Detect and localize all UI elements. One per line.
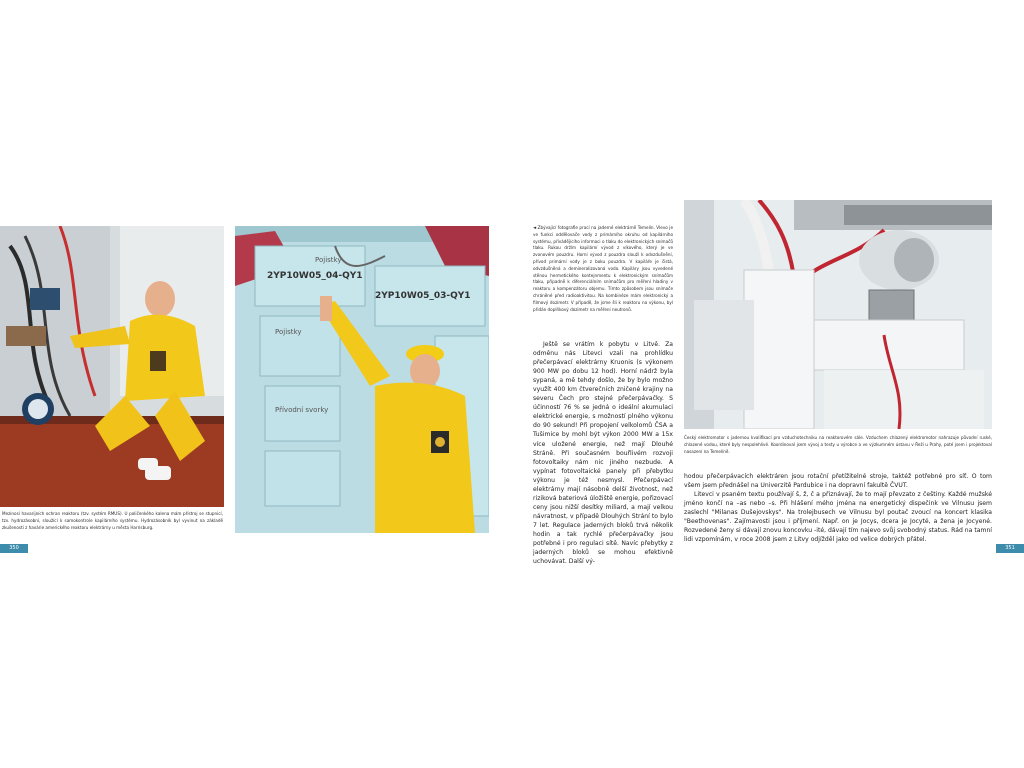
page-number-left: 350 [0, 544, 28, 553]
label-2yp10w05-04: 2YP10W05_04-QY1 [267, 271, 363, 281]
photo-mid-drawing [235, 226, 489, 533]
body-text-right-column [684, 472, 992, 544]
label-pojistky-1: Pojistky [315, 256, 342, 264]
caption-temelin-photos: ◄ Zbývající fotografie prací na jaderné elektrárně Temelín. Vlevo je ve funkci oddělovače vody z primárního okruhu od kapilárního systému, přivádějícího informaci o tlaku do elektronických snímačů tlaku. Rukou držím kapilární vývod z víkového, který je ve zvonovém pouzdru. Horní vývod z pouzdra slouží k odvzdušnění, přívod primární vody je z boku pouzdra. V kapiláře je čistá, odvzdušněná a demineralizovaná voda. Kapiláry jsou vyvedené stěnou hermetického kontejnmentu k elektronickým snímačům tlaku, případně k diferenciálním snímačům pro měření hladiny v reaktoru a kompenzátoru objemu. Tímto způsobem jsou snímače chráněné před radioaktivitou. Na kombinéze mám elektronický a filmový dozimetr. V případě, že jsme šli k reaktoru na výkonu, byl přidán doplňkový dozimetr na měření neutronů. [533, 226, 673, 313]
body-text-left-column [533, 340, 673, 566]
photo-electric-motor [684, 200, 992, 429]
label-privodni-svorky: Přívodní svorky [275, 406, 329, 414]
photo-right-drawing [684, 200, 992, 429]
body-right-paragraph-1: hodou přečerpávacích elektráren jsou rotační přetížitelné stroje, taktéž potřebné pro síť. O tom všem jsem přednášel na Univerzitě Pardubice i na dopravní fakultě ČVUT. [684, 473, 992, 490]
caption-electric-motor: Český elektromotor s jadernou kvalifikací pro vzduchotechniku na reaktorovém sále. Vzduchem chlazený elektromotor nahrazuje původní ruské, chlazené vodou, které byly nespolehlivé. Koordinoval jsem vývoj a testy u výrobce a ve výzkumném ústavu v Řeži u Prahy, poté jsem i projektoval nasazení na Temelíně. [684, 436, 992, 455]
label-pojistky-2: Pojistky [275, 328, 302, 336]
caption-left-photo: Mezinosí havarijních ochran reaktoru (tzv. systém RMUS). U poličenkého kalena mám přístroj se stupnicí, tzv. hydrozásobní, sloužící k samokontrole kapilárního systému. Hydrozásobník byl vyvinut na základě zkušenosti z havárie amerického reaktoru elektrárny u města Harrisburg. [2, 512, 223, 531]
body-left-paragraph-1: Ještě se vrátím k pobytu v Litvě. Za odměnu nás Litevci vzali na prohlídku přečerpávací elektrárny Kruonis (s výkonem 900 MW po dobu 12 hod). Horní nádrž byla sypaná, a mě tehdy došlo, že by bylo možno využít 400 km čtverečních zničené krajiny na severu Čech pro stejné přečerpávačky. S účinností 76 % se jedná o ideální akumulaci elektrické energie, s možností plného výkonu do 90 sekund! Při propojení velkolomů ČSA a Tušimice by mohl být výkon 2000 MW a 15x více uložené energie, než mají Dlouhé Stráně. Při současném bouřlivém rozvoji fotovoltaiky nám nic jiného nezbude. A vypínat fotovoltaické panely při přebytku výkonu je též nesmysl. Přečerpávací elektrárny mají násobně delší životnost, než riziková bateriová úložiště energie, pořizovací ceny jsou nižší desítky miliard, a mají velkou návratnost, v případě Dlouhých Strání to bylo 7 let. Regulace jaderných bloků trvá několik hodin a tak rychlé přečerpávačky jsou potřebné i pro regulaci sítě. Navíc přebytky z jaderných bloků se mohou efektivně uchovávat. Další vý- [533, 341, 673, 566]
photo-technician-kneeling [0, 226, 224, 507]
page-number-right: 351 [996, 544, 1024, 553]
photo-left-drawing [0, 226, 224, 507]
photo-technician-reaching [235, 226, 489, 533]
label-2yp10w05-03: 2YP10W05_03-QY1 [375, 291, 471, 301]
body-right-paragraph-2: Litevci v psaném textu používají š, ž, č a přiznávají, že to mají převzato z češtiny. Každé mužské jméno končí na –as nebo –s. Při hlášení mého jména na energetický dispečink ve Vilnusu jsem zaslechl "Milanas Dušejovskys". Na trolejbusech ve Vilnusu byl poutač zvoucí na koncert klasika "Beethovenas". Zajímavosti jsou i příjmení. Např. on je Jocys, dcera je Jocyté, a žena je Jocyené. Rozvedené ženy si dávají znovu koncovku -ité, dávají tím najevo svůj svobodný status. Rád na tamní lidi vzpomínám, v roce 2008 jsem z Litvy odjížděl jako od velice dobrých přátel. [684, 491, 992, 544]
